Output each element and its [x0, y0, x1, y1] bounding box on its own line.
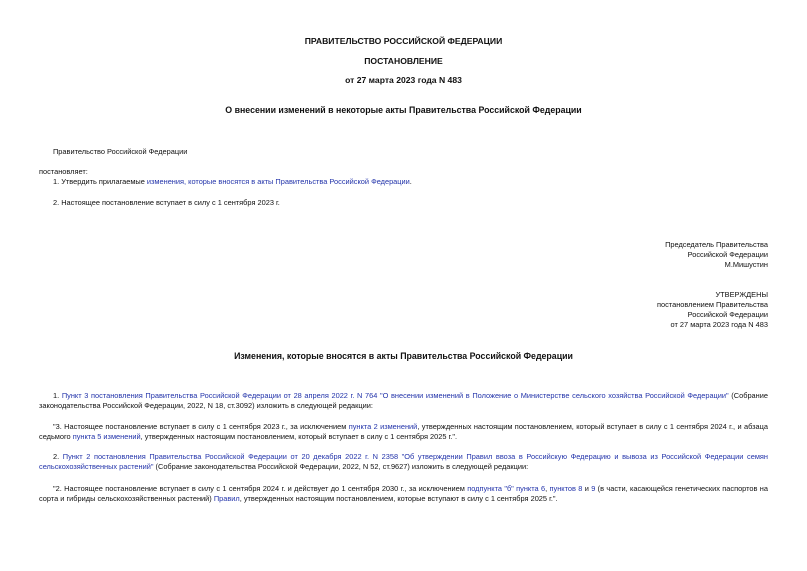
- quote-2-link-3[interactable]: 9: [591, 484, 596, 493]
- signature-block: [665, 240, 768, 270]
- quote-1: [39, 422, 768, 442]
- quote-1-text-a: "3. Настоящее постановление вступает в силу с 1 сентября 2023 г., за исключением: [53, 422, 349, 431]
- quote-1-text-c: , утвержденных настоящим постановлением, который вступает в силу с 1 сентября 2025 г.".: [140, 432, 458, 441]
- quote-2-text-d: (в части, касающейся генетических паспортов на сорта и гибриды сельскохозяйственных растений): [39, 484, 768, 503]
- item-1: [53, 177, 412, 187]
- signature-line-2: Российской Федерации: [687, 250, 768, 259]
- quote-2: [39, 484, 768, 504]
- quote-2-link-2[interactable]: пунктов 8: [549, 484, 583, 493]
- approval-line-4: от 27 марта 2023 года N 483: [670, 320, 768, 329]
- change-2: [39, 452, 768, 472]
- document-type-heading: ПОСТАНОВЛЕНИЕ: [364, 56, 443, 66]
- change-1: [39, 391, 768, 411]
- quote-1-link-2[interactable]: пункта 5 изменений: [72, 432, 141, 441]
- item-2: 2. Настоящее постановление вступает в силу с 1 сентября 2023 г.: [53, 198, 280, 207]
- change-1-link[interactable]: Пункт 3 постановления Правительства Российской Федерации от 28 апреля 2022 г. N 764 "О внесении изменений в Положение о Министерстве сельского хозяйства Российской Федерации": [61, 391, 729, 400]
- signature-line-1: Председатель Правительства: [665, 240, 768, 249]
- approval-line-2: постановлением Правительства: [657, 300, 768, 309]
- document-title: О внесении изменений в некоторые акты Правительства Российской Федерации: [225, 105, 582, 115]
- approval-line-1: УТВЕРЖДЕНЫ: [715, 290, 768, 299]
- date-number-heading: от 27 марта 2023 года N 483: [345, 75, 462, 85]
- signature-line-3: М.Мишустин: [724, 260, 768, 269]
- decides-text: постановляет:: [39, 167, 88, 176]
- change-2-text: (Собрание законодательства Российской Федерации, 2022, N 52, ст.9627) изложить в следующей редакции:: [153, 462, 529, 471]
- change-2-number: 2.: [53, 452, 63, 461]
- changes-link[interactable]: изменения, которые вносятся в акты Правительства Российской Федерации: [146, 177, 410, 186]
- approval-line-3: Российской Федерации: [687, 310, 768, 319]
- quote-2-link-4[interactable]: Правил: [213, 494, 240, 503]
- item-1-prefix: 1. Утвердить прилагаемые: [53, 177, 147, 186]
- changes-title: Изменения, которые вносятся в акты Правительства Российской Федерации: [234, 351, 573, 361]
- quote-2-text-c: и: [582, 484, 592, 493]
- change-1-number: 1.: [53, 391, 62, 400]
- quote-1-link-1[interactable]: пункта 2 изменений: [348, 422, 418, 431]
- government-heading: ПРАВИТЕЛЬСТВО РОССИЙСКОЙ ФЕДЕРАЦИИ: [304, 36, 503, 46]
- item-1-suffix: .: [409, 177, 412, 186]
- approval-block: [657, 290, 768, 330]
- quote-2-link-1[interactable]: подпункта "б" пункта 6: [467, 484, 546, 493]
- change-1-text: (Собрание законодательства Российской Федерации, 2022, N 18, ст.3092) изложить в следующей редакции:: [39, 391, 768, 410]
- quote-2-text-a: "2. Настоящее постановление вступает в силу с 1 сентября 2024 г. и действует до 1 сентября 2030 г., за исключением: [53, 484, 468, 493]
- quote-2-text-b: ,: [545, 484, 550, 493]
- quote-2-text-e: , утвержденных настоящим постановлением, которые вступают в силу с 1 сентября 2025 г.".: [239, 494, 558, 503]
- change-2-link[interactable]: Пункт 2 постановления Правительства Российской Федерации от 20 декабря 2022 г. N 2358 "Об утверждении Правил ввоза в Российскую Федерацию и вывоза из Российской Федерации семян сельскохозяйственных растений": [39, 452, 769, 471]
- issuer-text: Правительство Российской Федерации: [53, 147, 188, 156]
- quote-1-text-b: , утвержденных настоящим постановлением, который вступает в силу с 1 сентября 2024 г., и абзаца седьмого: [39, 422, 768, 441]
